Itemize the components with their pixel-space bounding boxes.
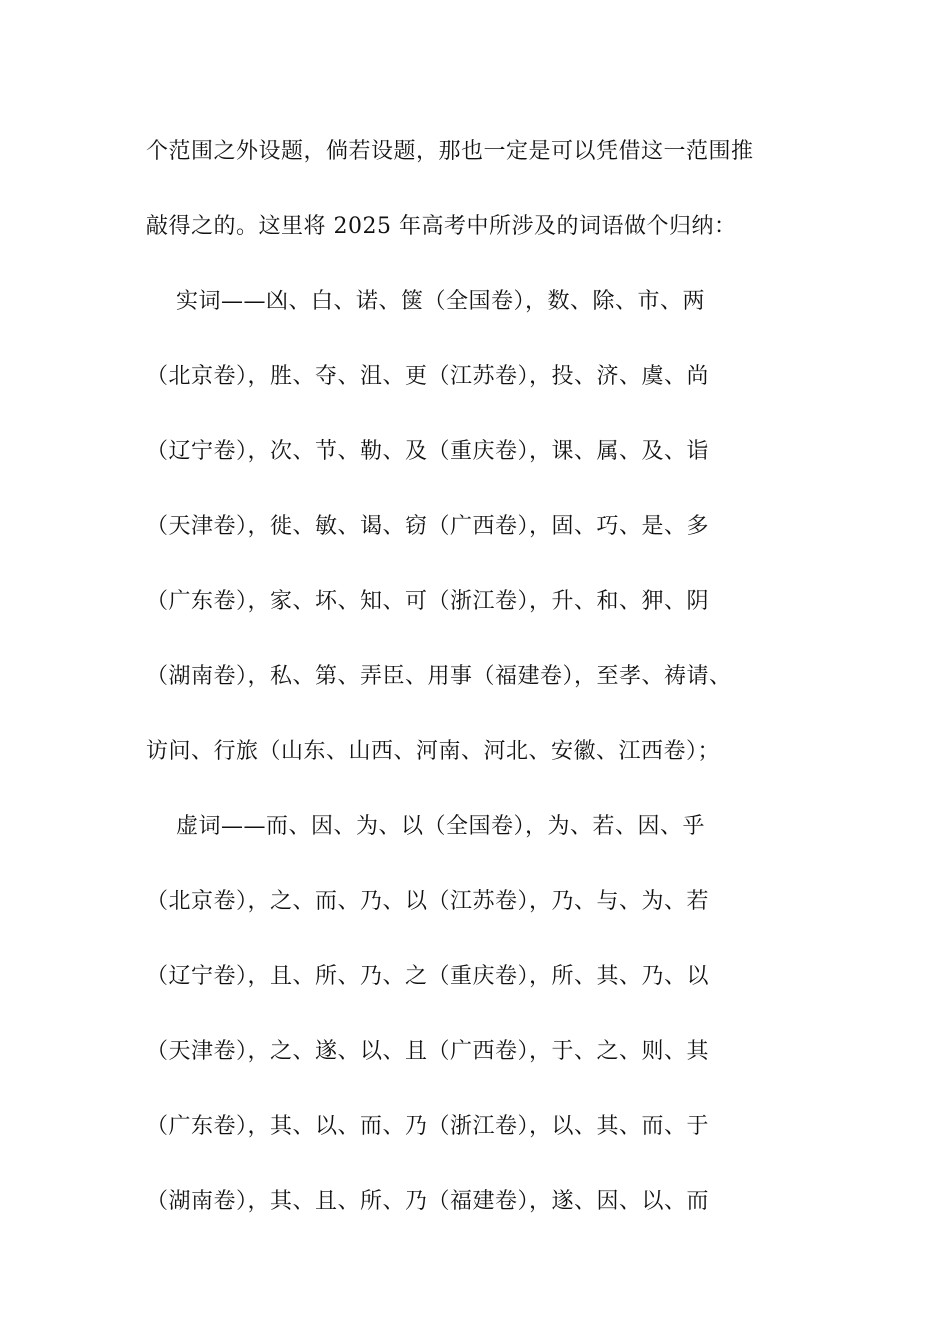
text-line-1: 个范围之外设题，倘若设题，那也一定是可以凭借这一范围推 (146, 139, 754, 164)
text-line-3: 实词——凶、白、诺、箧（全国卷），数、除、市、两 (146, 289, 705, 314)
text-line-11: （北京卷），之、而、乃、以（江苏卷），乃、与、为、若 (146, 889, 710, 914)
text-line-12: （辽宁卷），且、所、乃、之（重庆卷），所、其、乃、以 (146, 964, 710, 989)
text-line-14: （广东卷），其、以、而、乃（浙江卷），以、其、而、于 (146, 1114, 710, 1139)
text-line-15: （湖南卷），其、且、所、乃（福建卷），遂、因、以、而 (146, 1189, 710, 1214)
text-line-6: （天津卷），徙、敏、谒、窃（广西卷），固、巧、是、多 (146, 514, 710, 539)
text-line-9: 访问、行旅（山东、山西、河南、河北、安徽、江西卷）； (146, 739, 721, 764)
text-line-5: （辽宁卷），次、节、勒、及（重庆卷），课、属、及、诣 (146, 439, 710, 464)
text-line-7: （广东卷），家、坏、知、可（浙江卷），升、和、狎、阴 (146, 589, 710, 614)
text-line-10: 虚词——而、因、为、以（全国卷），为、若、因、乎 (146, 814, 705, 839)
text-line-8: （湖南卷），私、第、弄臣、用事（福建卷），至孝、祷请、 (146, 664, 732, 689)
text-line-4: （北京卷），胜、夺、沮、更（江苏卷），投、济、虞、尚 (146, 364, 710, 389)
text-line-2: 敲得之的。这里将 2025 年高考中所涉及的词语做个归纳： (146, 214, 737, 239)
text-line-13: （天津卷），之、遂、以、且（广西卷），于、之、则、其 (146, 1039, 710, 1064)
